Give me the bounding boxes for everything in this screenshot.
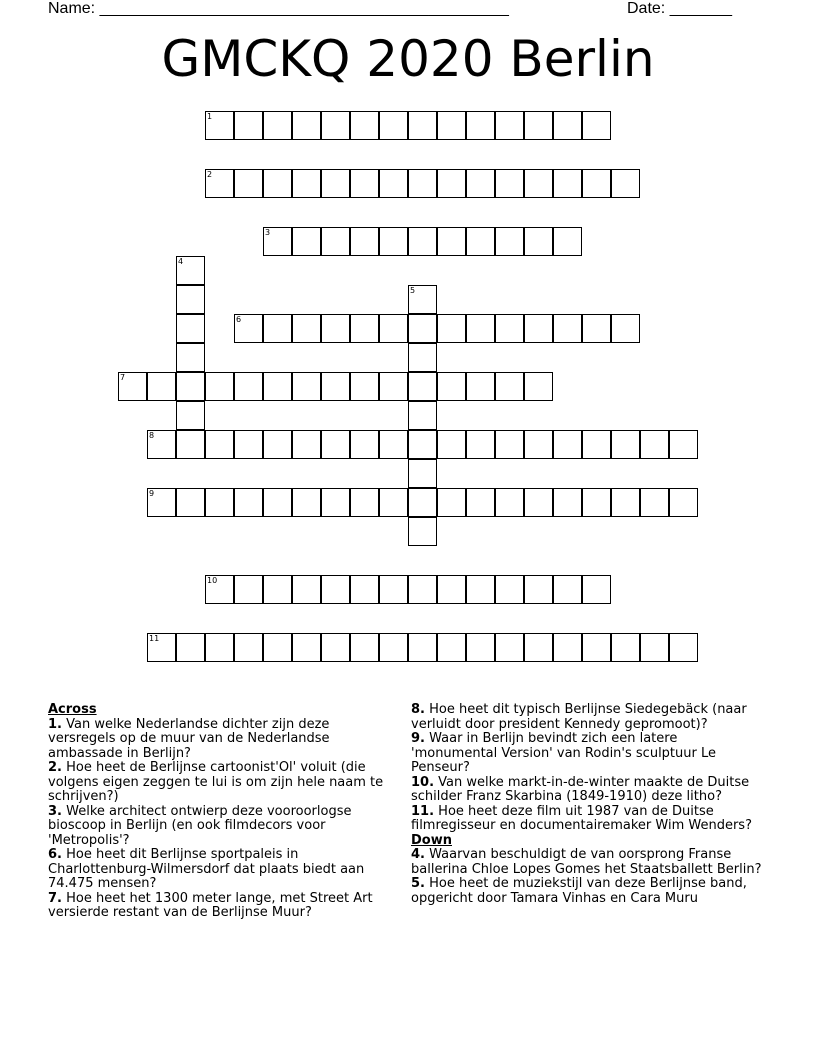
grid-cell[interactable] (321, 314, 350, 343)
grid-cell[interactable] (495, 575, 524, 604)
grid-cell[interactable] (147, 488, 176, 517)
grid-cell[interactable] (582, 633, 611, 662)
grid-cell[interactable] (553, 575, 582, 604)
across-heading: Across (48, 702, 97, 717)
grid-cell[interactable] (582, 169, 611, 198)
grid-cell[interactable] (350, 372, 379, 401)
grid-cell[interactable] (263, 372, 292, 401)
clues-right-column (411, 703, 763, 906)
grid-cell[interactable] (205, 488, 234, 517)
grid-cell[interactable] (321, 430, 350, 459)
grid-cell[interactable] (437, 430, 466, 459)
grid-cell[interactable] (292, 111, 321, 140)
grid-cell[interactable] (234, 430, 263, 459)
clue-across-2: 2. Hoe heet de Berlijnse cartoonist'Ol' voluit (die volgens eigen zeggen te lui is om zijn hele naam te schrijven?) (48, 760, 384, 804)
grid-cell[interactable] (234, 314, 263, 343)
cell-number-4: 4 (178, 257, 184, 266)
grid-cell[interactable] (263, 488, 292, 517)
grid-cell[interactable] (263, 227, 292, 256)
grid-cell[interactable] (263, 169, 292, 198)
grid-cell[interactable] (321, 111, 350, 140)
grid-cell[interactable] (176, 633, 205, 662)
grid-cell[interactable] (524, 633, 553, 662)
grid-cell[interactable] (437, 314, 466, 343)
grid-cell[interactable] (466, 169, 495, 198)
grid-cell[interactable] (582, 488, 611, 517)
grid-cell[interactable] (321, 169, 350, 198)
grid-cell[interactable] (176, 314, 205, 343)
grid-cell[interactable] (292, 227, 321, 256)
grid-cell[interactable] (263, 111, 292, 140)
cell-number-9: 9 (149, 489, 155, 498)
grid-cell[interactable] (321, 227, 350, 256)
clue-across-8: 8. Hoe heet dit typisch Berlijnse Siedegebäck (naar verluidt door president Kennedy gepromoot)? (411, 702, 747, 732)
grid-cell[interactable] (176, 285, 205, 314)
grid-cell[interactable] (524, 575, 553, 604)
grid-cell[interactable] (379, 169, 408, 198)
grid-cell[interactable] (582, 575, 611, 604)
grid-cell[interactable] (292, 633, 321, 662)
grid-cell[interactable] (640, 633, 669, 662)
grid-cell[interactable] (408, 285, 437, 314)
grid-cell[interactable] (437, 111, 466, 140)
grid-cell[interactable] (640, 430, 669, 459)
grid-cell[interactable] (147, 430, 176, 459)
grid-cell[interactable] (379, 575, 408, 604)
grid-cell[interactable] (495, 633, 524, 662)
grid-cell[interactable] (495, 314, 524, 343)
grid-cell[interactable] (524, 430, 553, 459)
grid-cell[interactable] (553, 430, 582, 459)
grid-cell[interactable] (408, 517, 437, 546)
grid-cell[interactable] (350, 111, 379, 140)
grid-cell[interactable] (176, 430, 205, 459)
grid-cell[interactable] (350, 314, 379, 343)
grid-cell[interactable] (495, 488, 524, 517)
grid-cell[interactable] (234, 575, 263, 604)
grid-cell[interactable] (611, 430, 640, 459)
grid-cell[interactable] (466, 372, 495, 401)
grid-cell[interactable] (263, 430, 292, 459)
grid-cell[interactable] (263, 314, 292, 343)
grid-cell[interactable] (205, 169, 234, 198)
grid-cell[interactable] (205, 372, 234, 401)
grid-cell[interactable] (234, 372, 263, 401)
grid-cell[interactable] (379, 488, 408, 517)
grid-cell[interactable] (495, 169, 524, 198)
clue-across-9: 9. Waar in Berlijn bevindt zich een latere 'monumental Version' van Rodin's sculptuur Le Penseur? (411, 731, 716, 775)
grid-cell[interactable] (553, 169, 582, 198)
grid-cell[interactable] (408, 633, 437, 662)
cell-number-3: 3 (265, 228, 271, 237)
down-heading: Down (411, 832, 452, 848)
grid-cell[interactable] (553, 488, 582, 517)
grid-cell[interactable] (408, 169, 437, 198)
grid-cell[interactable] (147, 633, 176, 662)
grid-cell[interactable] (292, 488, 321, 517)
grid-cell[interactable] (466, 430, 495, 459)
grid-cell[interactable] (553, 314, 582, 343)
grid-cell[interactable] (437, 169, 466, 198)
grid-cell[interactable] (205, 633, 234, 662)
grid-cell[interactable] (379, 372, 408, 401)
grid-cell[interactable] (408, 401, 437, 430)
grid-cell[interactable] (669, 633, 698, 662)
clues-left-column (48, 703, 396, 921)
grid-cell[interactable] (408, 372, 437, 401)
grid-cell[interactable] (466, 111, 495, 140)
grid-cell[interactable] (611, 169, 640, 198)
grid-cell[interactable] (350, 169, 379, 198)
grid-cell[interactable] (350, 633, 379, 662)
grid-cell[interactable] (611, 633, 640, 662)
grid-cell[interactable] (292, 575, 321, 604)
grid-cell[interactable] (292, 169, 321, 198)
grid-cell[interactable] (176, 372, 205, 401)
grid-cell[interactable] (408, 459, 437, 488)
grid-cell[interactable] (205, 430, 234, 459)
grid-cell[interactable] (379, 430, 408, 459)
grid-cell[interactable] (263, 633, 292, 662)
grid-cell[interactable] (379, 633, 408, 662)
name-field-label: Name: ______________________________________________ (48, 0, 509, 17)
cell-number-1: 1 (207, 112, 213, 121)
cell-number-8: 8 (149, 431, 155, 440)
grid-cell[interactable] (321, 488, 350, 517)
grid-cell[interactable] (524, 111, 553, 140)
clue-across-10: 10. Van welke markt-in-de-winter maakte de Duitse schilder Franz Skarbina (1849-1910) deze litho? (411, 774, 750, 804)
cell-number-10: 10 (207, 576, 218, 585)
grid-cell[interactable] (437, 372, 466, 401)
grid-cell[interactable] (466, 488, 495, 517)
grid-cell[interactable] (495, 372, 524, 401)
grid-cell[interactable] (205, 575, 234, 604)
grid-cell[interactable] (524, 372, 553, 401)
grid-cell[interactable] (205, 111, 234, 140)
grid-cell[interactable] (234, 633, 263, 662)
cell-number-6: 6 (236, 315, 242, 324)
grid-cell[interactable] (408, 343, 437, 372)
cell-number-11: 11 (149, 634, 160, 643)
cell-number-5: 5 (410, 286, 416, 295)
grid-cell[interactable] (263, 575, 292, 604)
grid-cell[interactable] (466, 633, 495, 662)
grid-cell[interactable] (234, 169, 263, 198)
grid-cell[interactable] (437, 575, 466, 604)
grid-cell[interactable] (408, 430, 437, 459)
grid-cell[interactable] (350, 575, 379, 604)
grid-cell[interactable] (495, 227, 524, 256)
grid-cell[interactable] (553, 633, 582, 662)
grid-cell[interactable] (611, 314, 640, 343)
clue-across-6: 6. Hoe heet dit Berlijnse sportpaleis in Charlottenburg-Wilmersdorf dat plaats biedt aan 74.475 mensen? (48, 847, 365, 891)
grid-cell[interactable] (321, 633, 350, 662)
grid-cell[interactable] (408, 227, 437, 256)
grid-cell[interactable] (437, 227, 466, 256)
clue-down-5: 5. Hoe heet de muziekstijl van deze Berlijnse band, opgericht door Tamara Vinhas en Cara Muru (411, 876, 747, 906)
grid-cell[interactable] (350, 227, 379, 256)
grid-cell[interactable] (582, 111, 611, 140)
grid-cell[interactable] (292, 314, 321, 343)
cell-number-2: 2 (207, 170, 213, 179)
page-title: GMCKQ 2020 Berlin (161, 30, 655, 88)
grid-cell[interactable] (582, 430, 611, 459)
grid-cell[interactable] (379, 111, 408, 140)
grid-cell[interactable] (524, 314, 553, 343)
grid-cell[interactable] (321, 372, 350, 401)
grid-cell[interactable] (176, 256, 205, 285)
grid-cell[interactable] (176, 401, 205, 430)
grid-cell[interactable] (495, 111, 524, 140)
grid-cell[interactable] (408, 111, 437, 140)
grid-cell[interactable] (350, 488, 379, 517)
grid-cell[interactable] (437, 633, 466, 662)
grid-cell[interactable] (176, 343, 205, 372)
clue-down-4: 4. Waarvan beschuldigt de van oorsprong Franse ballerina Chloe Lopes Gomes het Staatsballett Berlin? (411, 847, 762, 877)
grid-cell[interactable] (466, 314, 495, 343)
grid-cell[interactable] (292, 430, 321, 459)
grid-cell[interactable] (147, 372, 176, 401)
grid-cell[interactable] (466, 227, 495, 256)
grid-cell[interactable] (292, 372, 321, 401)
cell-number-7: 7 (120, 373, 126, 382)
clue-across-3: 3. Welke architect ontwierp deze vooroorlogse bioscoop in Berlijn (en ook filmdecors voor 'Metropolis'? (48, 803, 352, 848)
grid-cell[interactable] (466, 575, 495, 604)
grid-cell[interactable] (524, 169, 553, 198)
date-field-label: Date: _______ (627, 0, 732, 17)
grid-cell[interactable] (669, 430, 698, 459)
grid-cell[interactable] (437, 488, 466, 517)
clue-across-1: 1. Van welke Nederlandse dichter zijn deze versregels op de muur van de Nederlandse ambassade in Berlijn? (48, 716, 330, 761)
grid-cell[interactable] (408, 575, 437, 604)
grid-cell[interactable] (553, 227, 582, 256)
grid-cell[interactable] (640, 488, 669, 517)
grid-cell[interactable] (350, 430, 379, 459)
grid-cell[interactable] (234, 111, 263, 140)
grid-cell[interactable] (234, 488, 263, 517)
grid-cell[interactable] (321, 575, 350, 604)
grid-cell[interactable] (524, 227, 553, 256)
grid-cell[interactable] (176, 488, 205, 517)
grid-cell[interactable] (582, 314, 611, 343)
grid-cell[interactable] (669, 488, 698, 517)
grid-cell[interactable] (495, 430, 524, 459)
grid-cell[interactable] (408, 314, 437, 343)
grid-cell[interactable] (379, 227, 408, 256)
grid-cell[interactable] (118, 372, 147, 401)
grid-cell[interactable] (553, 111, 582, 140)
clue-across-11: 11. Hoe heet deze film uit 1987 van de Duitse filmregisseur en documentairemaker Wim Wenders? (411, 803, 752, 833)
grid-cell[interactable] (524, 488, 553, 517)
grid-cell[interactable] (379, 314, 408, 343)
grid-cell[interactable] (408, 488, 437, 517)
grid-cell[interactable] (611, 488, 640, 517)
clue-across-7: 7. Hoe heet het 1300 meter lange, met Street Art versierde restant van de Berlijnse Muur? (48, 890, 373, 920)
